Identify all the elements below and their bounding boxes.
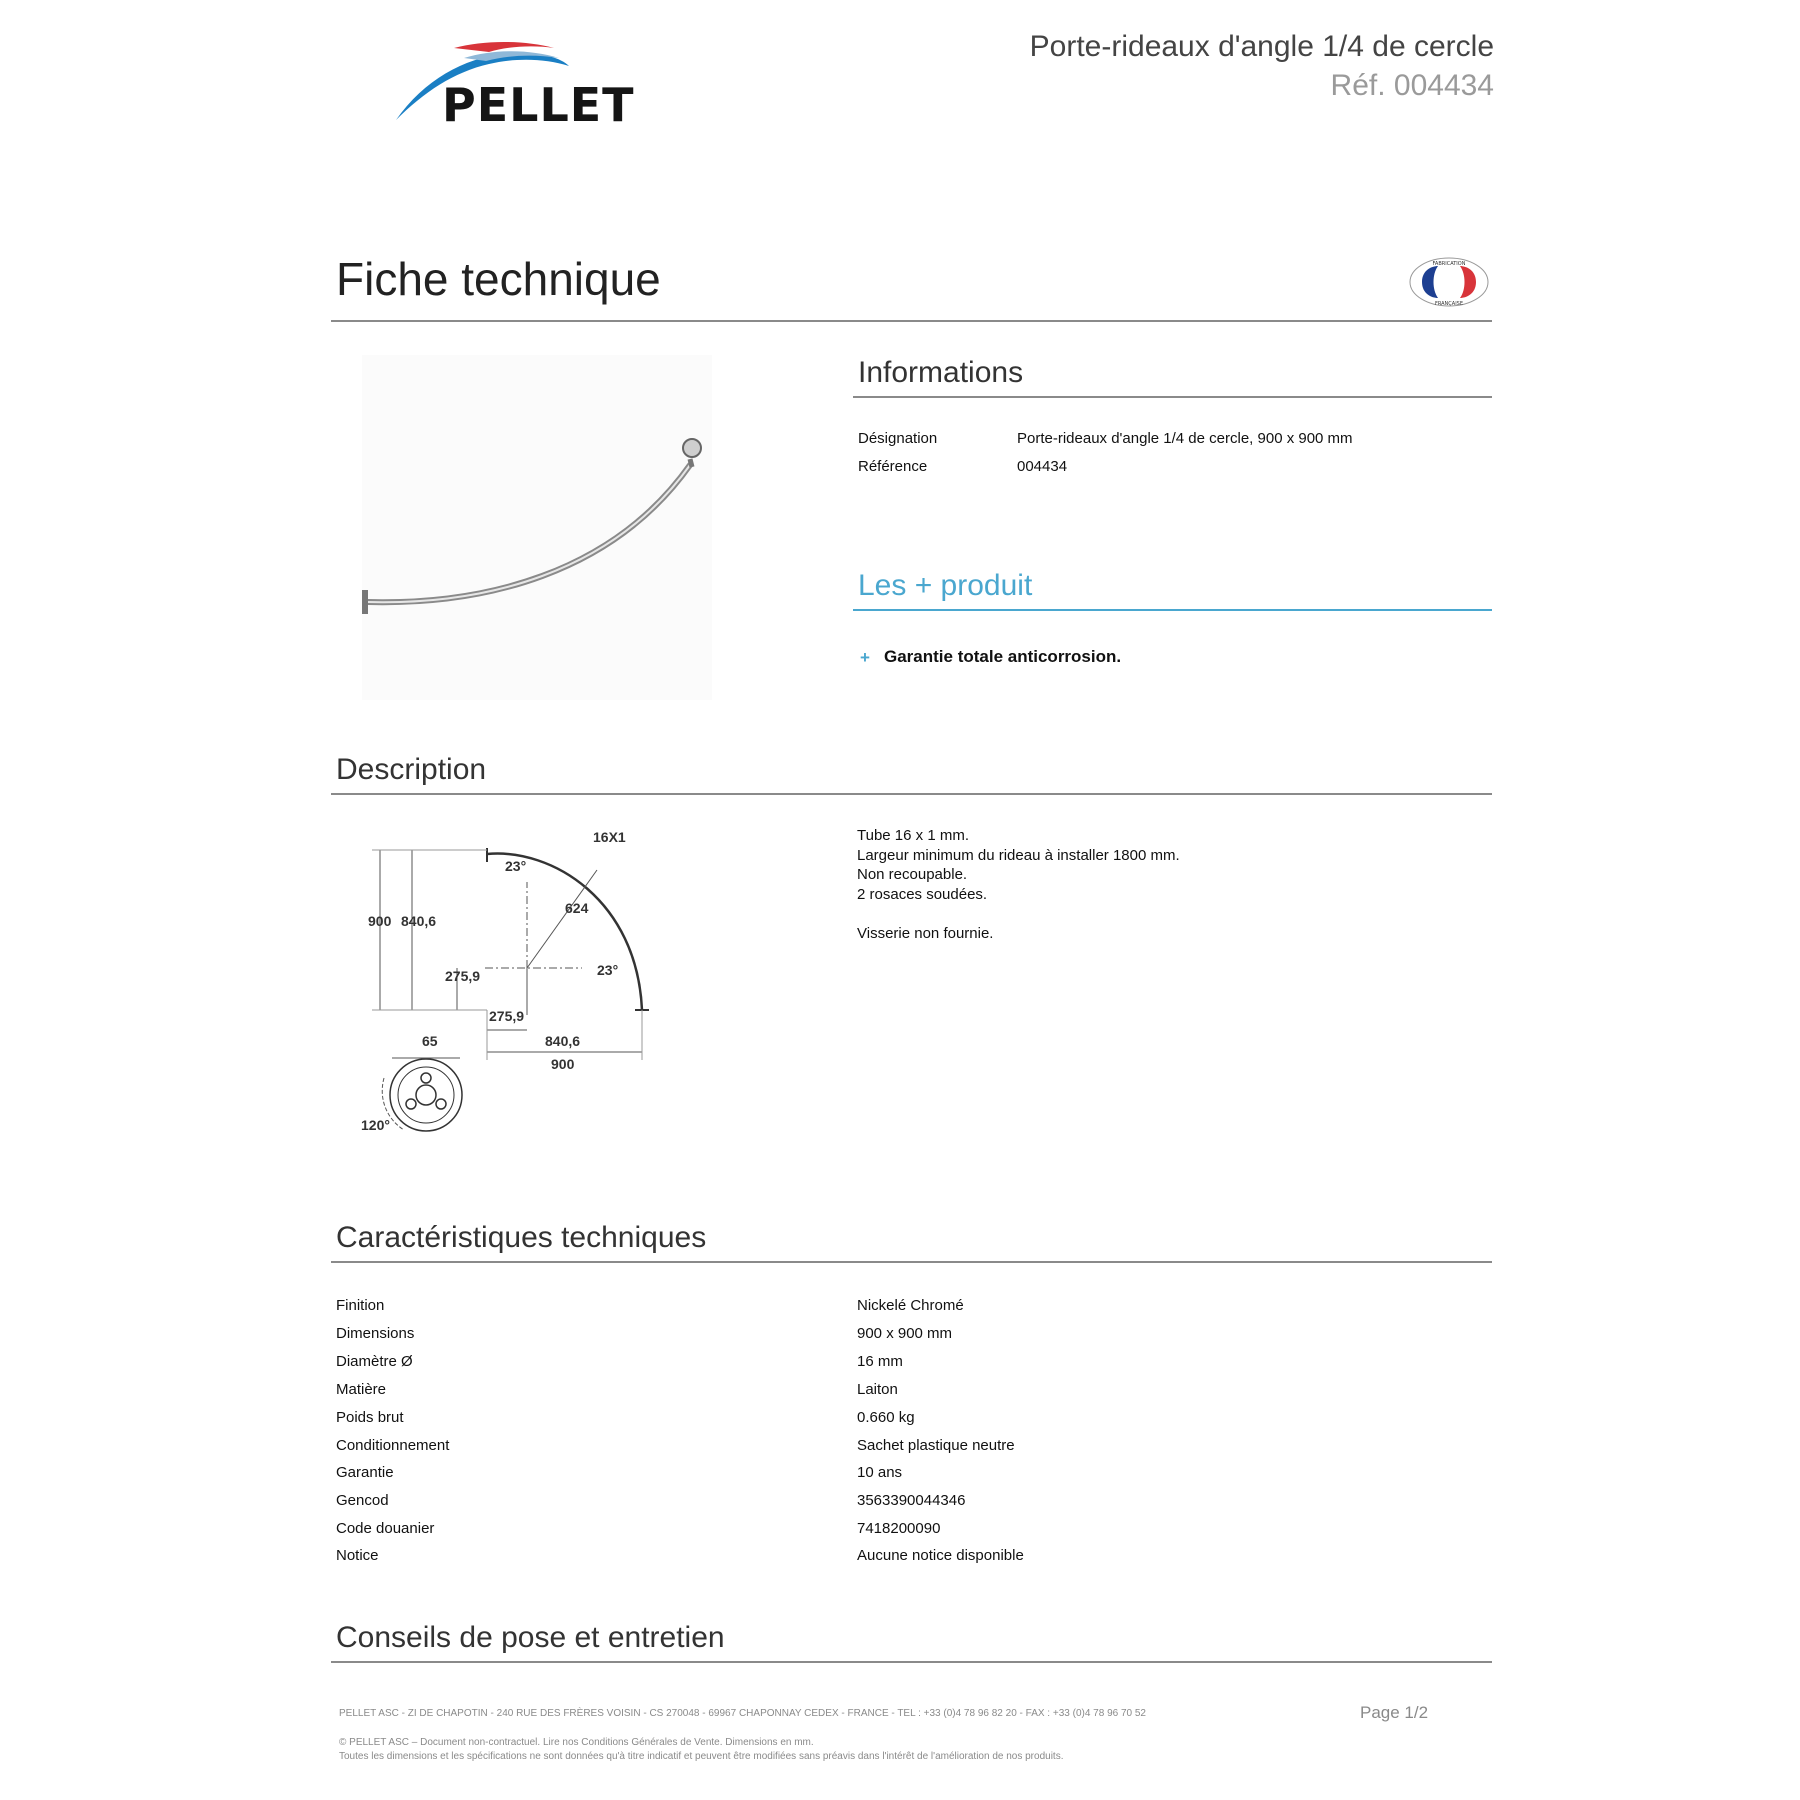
header-product-title: Porte-rideaux d'angle 1/4 de cercle [1029, 30, 1494, 63]
page-number: Page 1/2 [1360, 1703, 1429, 1722]
dim-angle-right: 23° [597, 962, 619, 978]
spec-value: Aucune notice disponible [857, 1547, 1024, 1564]
footer-legal-line: © PELLET ASC – Document non-contractuel. Lire nos Conditions Générales de Vente. Dimensions en mm. [339, 1737, 814, 1748]
dim-h840: 840,6 [401, 913, 437, 929]
spec-label: Matière [336, 1381, 387, 1398]
caracteristiques-heading: Caractéristiques techniques [336, 1221, 707, 1254]
dim-rosace-angle: 120° [361, 1117, 390, 1133]
info-label-designation: Désignation [858, 430, 938, 447]
spec-value: 10 ans [857, 1464, 903, 1481]
dim-w900: 900 [551, 1056, 575, 1072]
header-reference: Réf. 004434 [1330, 69, 1494, 102]
plus-produit-heading: Les + produit [858, 569, 1033, 602]
info-value-designation: Porte-rideaux d'angle 1/4 de cercle, 900 x 900 mm [1017, 430, 1353, 447]
info-label-reference: Référence [858, 458, 928, 475]
dim-tube: 16X1 [593, 829, 626, 845]
dim-rosace: 65 [422, 1033, 438, 1049]
spec-label: Finition [336, 1297, 385, 1314]
desc-line: Largeur minimum du rideau à installer 1800 mm. [857, 846, 1180, 864]
spec-value: 7418200090 [857, 1520, 941, 1537]
informations-rule [853, 396, 1492, 398]
desc-line: 2 rosaces soudées. [857, 885, 988, 903]
spec-value: 3563390044346 [857, 1492, 966, 1509]
desc-line: Visserie non fournie. [857, 924, 994, 942]
footer-address: PELLET ASC - ZI DE CHAPOTIN - 240 RUE DES FRÈRES VOISIN - CS 270048 - 69967 CHAPONNAY CEDEX - FRANCE - TEL : +33 (0)4 78 96 82 20 - FAX : +33 (0)4 78 96 70 52 [339, 1708, 1146, 1719]
spec-value: Laiton [857, 1381, 898, 1398]
fabrication-francaise-badge [1408, 256, 1490, 308]
spec-label: Gencod [336, 1492, 389, 1509]
dim-w840: 840,6 [545, 1033, 581, 1049]
conseils-heading: Conseils de pose et entretien [336, 1621, 725, 1654]
dim-radius: 624 [565, 900, 589, 916]
dim-w275: 275,9 [489, 1008, 525, 1024]
dim-angle-top: 23° [505, 858, 527, 874]
desc-line [857, 904, 1180, 924]
description-text [857, 826, 1180, 943]
conseils-rule [331, 1661, 1492, 1663]
brand-name: PELLET [442, 78, 635, 132]
description-heading: Description [336, 753, 487, 786]
svg-text:FRANÇAISE: FRANÇAISE [1434, 301, 1464, 307]
description-rule [331, 793, 1492, 795]
spec-label: Dimensions [336, 1325, 415, 1342]
benefit-item: Garantie totale anticorrosion. [884, 647, 1122, 666]
page-title: Fiche technique [336, 253, 661, 305]
spec-value: Sachet plastique neutre [857, 1437, 1015, 1454]
plus-icon: + [860, 648, 870, 667]
desc-line: Non recoupable. [857, 866, 968, 883]
spec-label: Garantie [336, 1464, 394, 1481]
spec-value: Nickelé Chromé [857, 1297, 964, 1314]
svg-text:FABRICATION: FABRICATION [1432, 261, 1466, 267]
product-photo [362, 355, 712, 700]
spec-value: 0.660 kg [857, 1409, 915, 1426]
spec-label: Code douanier [336, 1520, 435, 1537]
technical-drawing [352, 820, 652, 1150]
desc-line: Tube 16 x 1 mm. [857, 827, 969, 844]
dim-h275: 275,9 [445, 968, 481, 984]
dim-h900: 900 [368, 913, 392, 929]
spec-label: Poids brut [336, 1409, 404, 1426]
footer-legal-line: Toutes les dimensions et les spécifications ne sont données qu'à titre indicatif et peuvent être modifiées sans préavis dans l'intérêt de l'amélioration de nos produits. [339, 1751, 1064, 1762]
caracteristiques-rule [331, 1261, 1492, 1263]
spec-value: 16 mm [857, 1353, 903, 1370]
title-rule [331, 320, 1492, 322]
spec-label: Notice [336, 1547, 379, 1564]
spec-label: Conditionnement [336, 1437, 450, 1454]
spec-value: 900 x 900 mm [857, 1325, 953, 1342]
informations-heading: Informations [858, 356, 1024, 389]
spec-label: Diamètre Ø [336, 1353, 413, 1370]
plus-produit-rule [853, 609, 1492, 611]
info-value-reference: 004434 [1017, 458, 1068, 475]
footer-legal [339, 1736, 1063, 1764]
